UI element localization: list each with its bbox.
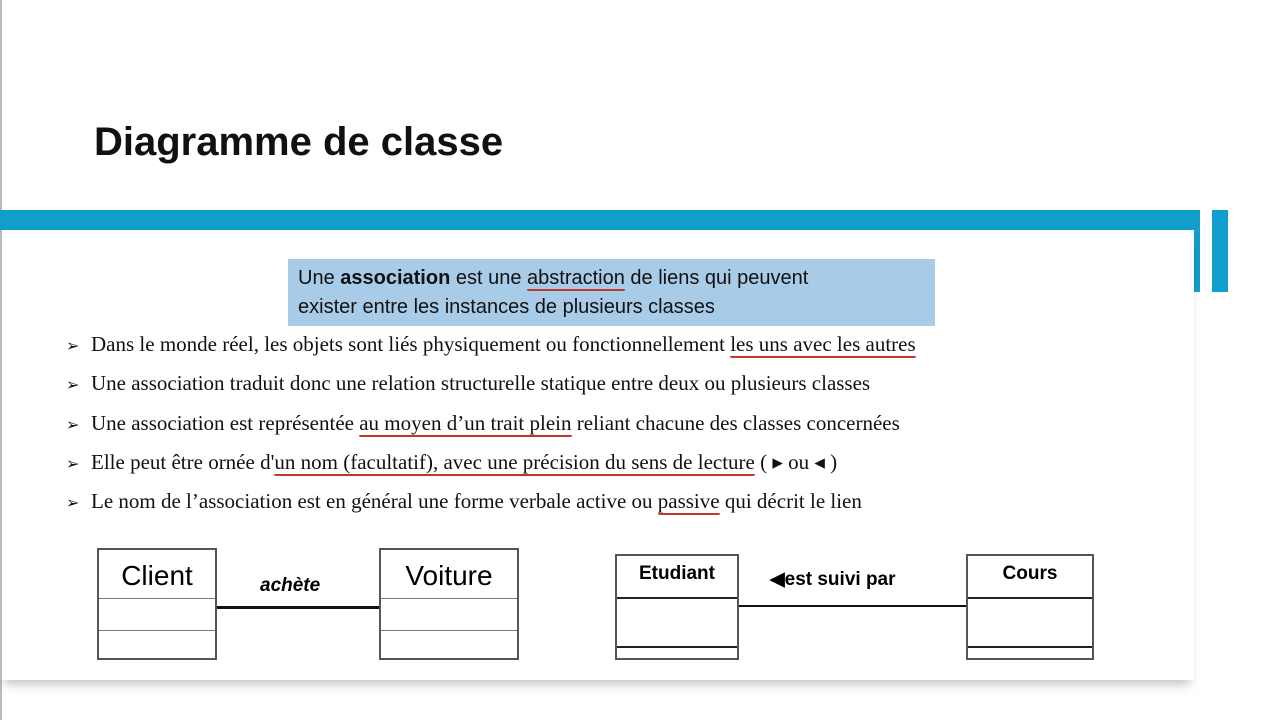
- text: ( ▸ ou ◂ ): [754, 449, 838, 474]
- association-label: [770, 568, 896, 591]
- underlined-text: au moyen d’un trait plein: [359, 410, 572, 435]
- association-label: achète: [260, 575, 321, 596]
- text: est suivi par: [784, 569, 896, 590]
- reading-direction-icon: ◀: [770, 569, 785, 590]
- text: Une: [298, 267, 341, 289]
- definition-box: [288, 259, 935, 326]
- arrow-bullet-icon: ➢: [66, 416, 80, 434]
- text: de liens qui peuvent: [624, 267, 809, 289]
- class-name: Etudiant: [617, 556, 737, 599]
- arrow-bullet-icon: ➢: [66, 377, 80, 395]
- text: Une association traduit donc une relation structurelle statique entre deux ou plusieurs classes: [91, 371, 871, 396]
- arrow-bullet-icon: ➢: [66, 455, 80, 473]
- association-line: [217, 606, 379, 609]
- text: exister entre les instances de plusieurs classes: [298, 296, 715, 318]
- bullet-item: [66, 409, 916, 448]
- association-line: [739, 605, 966, 607]
- bold-term: association: [340, 267, 451, 289]
- uml-class-cours: [966, 554, 1094, 660]
- text: Le nom de l’association est en général une forme verbale active ou: [91, 489, 658, 514]
- bullet-list: [66, 330, 916, 526]
- header-bar: [0, 210, 1200, 230]
- text: qui décrit le lien: [719, 489, 862, 514]
- underlined-text: abstraction: [527, 267, 625, 289]
- accent-bar: [1194, 210, 1200, 292]
- arrow-bullet-icon: ➢: [66, 495, 80, 513]
- text: Dans le monde réel, les objets sont liés physiquement ou fonctionnellement: [91, 332, 731, 356]
- slide-title: Diagramme de classe: [94, 120, 504, 164]
- bullet-item: [66, 369, 916, 408]
- uml-class-etudiant: [615, 554, 739, 660]
- text: Elle peut être ornée d': [91, 449, 275, 474]
- underlined-text: les uns avec les autres: [730, 332, 916, 356]
- accent-bar: [1212, 210, 1228, 292]
- arrow-bullet-icon: ➢: [66, 338, 80, 355]
- text: reliant chacune des classes concernées: [571, 410, 900, 435]
- underlined-text: passive: [657, 489, 720, 514]
- text: est une: [450, 267, 528, 289]
- uml-class-voiture: [379, 548, 519, 660]
- bullet-item: [66, 448, 916, 487]
- text: Une association est représentée: [91, 410, 360, 435]
- class-name: Client: [99, 550, 215, 599]
- uml-class-client: [97, 548, 217, 660]
- underlined-text: un nom (facultatif), avec une précision du sens de lecture: [274, 449, 755, 474]
- class-name: Voiture: [381, 550, 517, 599]
- bullet-item: [66, 487, 916, 526]
- bullet-item: [66, 330, 916, 369]
- class-name: Cours: [968, 556, 1092, 599]
